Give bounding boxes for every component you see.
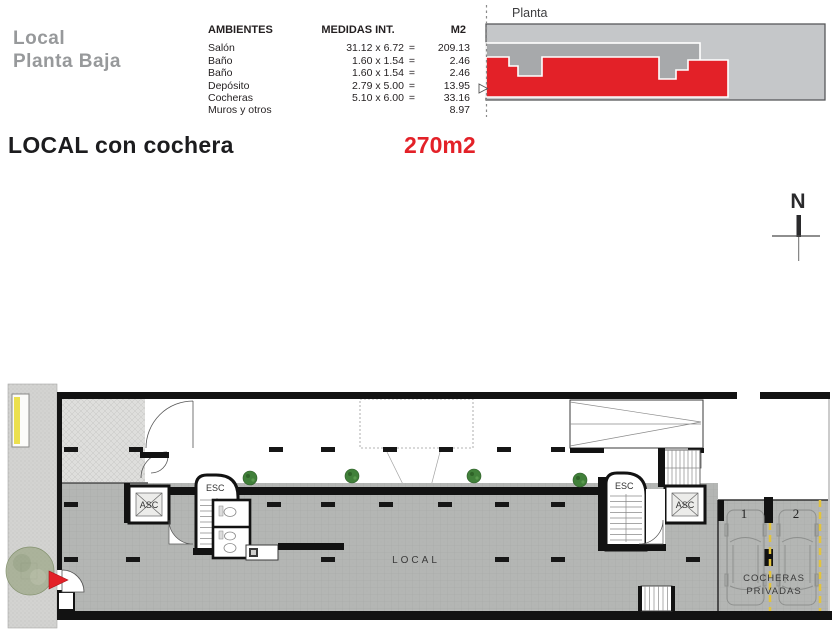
room-name: Muros y otros [208, 104, 272, 117]
room-m2: 13.95 [443, 79, 470, 92]
large-tree-icon [6, 547, 54, 595]
toilet-icon [224, 544, 236, 553]
table-row [208, 67, 470, 79]
elevator-label: ASC [139, 500, 159, 510]
room-dims: 1.60 x 1.54 [352, 67, 404, 80]
north-arrow-icon [770, 190, 830, 264]
stall-number-2: 2 [792, 506, 800, 521]
room-name: Cocheras [208, 92, 253, 105]
page-title [13, 27, 121, 73]
equals-sign: = [408, 67, 416, 80]
room-dims: 1.60 x 1.54 [352, 54, 404, 67]
tree-icon [467, 469, 481, 483]
sink-icon [225, 532, 236, 540]
hatched-patio [62, 399, 145, 482]
table-row [208, 92, 470, 104]
room-dims: 5.10 x 6.00 [352, 92, 404, 105]
unit-title: LOCAL con cochera [8, 132, 234, 158]
equals-sign: = [408, 79, 416, 92]
col-m2: M2 [450, 24, 466, 36]
col-ambientes: AMBIENTES [208, 24, 273, 36]
col-medidas: MEDIDAS INT. [321, 24, 395, 36]
local-room-label: LOCAL [392, 555, 440, 566]
parking-caption-line1: COCHERAS [743, 573, 805, 584]
wall-niche [58, 592, 74, 610]
bathrooms [213, 500, 250, 558]
floorplan-drawing [0, 380, 840, 630]
areas-table [208, 24, 470, 117]
tree-icon [573, 473, 587, 487]
tree-icon [243, 471, 257, 485]
kitchenette [246, 545, 278, 560]
door-swings [141, 401, 193, 478]
brand-line2: Planta Baja [13, 51, 121, 72]
canopy-projection [360, 399, 473, 448]
equals-sign [404, 104, 420, 116]
table-row [208, 104, 470, 116]
room-dims [312, 104, 404, 116]
stair-run-lower [638, 586, 675, 611]
table-row [208, 80, 470, 92]
elevator-label: ASC [675, 500, 695, 510]
unit-total-area: 270m2 [404, 132, 476, 158]
areas-table-header [208, 24, 470, 36]
table-row [208, 42, 470, 54]
stair-label: ESC [206, 483, 225, 493]
elevator-right [665, 486, 705, 523]
stairwell-right [606, 473, 646, 550]
room-m2: 2.46 [449, 54, 470, 67]
equals-sign: = [408, 54, 416, 67]
room-name: Baño [208, 54, 233, 67]
room-m2: 33.16 [443, 92, 470, 105]
tree-icon [345, 469, 359, 483]
room-dims: 31.12 x 6.72 [346, 42, 404, 55]
elevator-left [129, 486, 169, 523]
room-m2: 8.97 [449, 104, 470, 117]
room-dims: 2.79 x 5.00 [352, 79, 404, 92]
table-row [208, 55, 470, 67]
stall-number-1: 1 [740, 506, 748, 521]
toilet-icon [224, 508, 236, 517]
north-arrow-lines [770, 190, 830, 264]
stair-run-upper [658, 448, 700, 487]
equals-sign: = [408, 92, 416, 105]
brand-line1: Local [13, 28, 66, 49]
keyplan-label: Planta [512, 6, 548, 20]
parking-caption-line2: PRIVADAS [746, 586, 802, 597]
room-name: Salón [208, 42, 235, 55]
equals-sign: = [408, 42, 416, 55]
stair-label: ESC [615, 481, 634, 491]
north-label: N [790, 190, 806, 213]
yellow-marker [14, 397, 20, 444]
room-name: Depósito [208, 79, 250, 92]
keyplan-minimap [478, 0, 836, 122]
room-m2: 2.46 [449, 67, 470, 80]
room-name: Baño [208, 67, 233, 80]
room-m2: 209.13 [437, 42, 470, 55]
